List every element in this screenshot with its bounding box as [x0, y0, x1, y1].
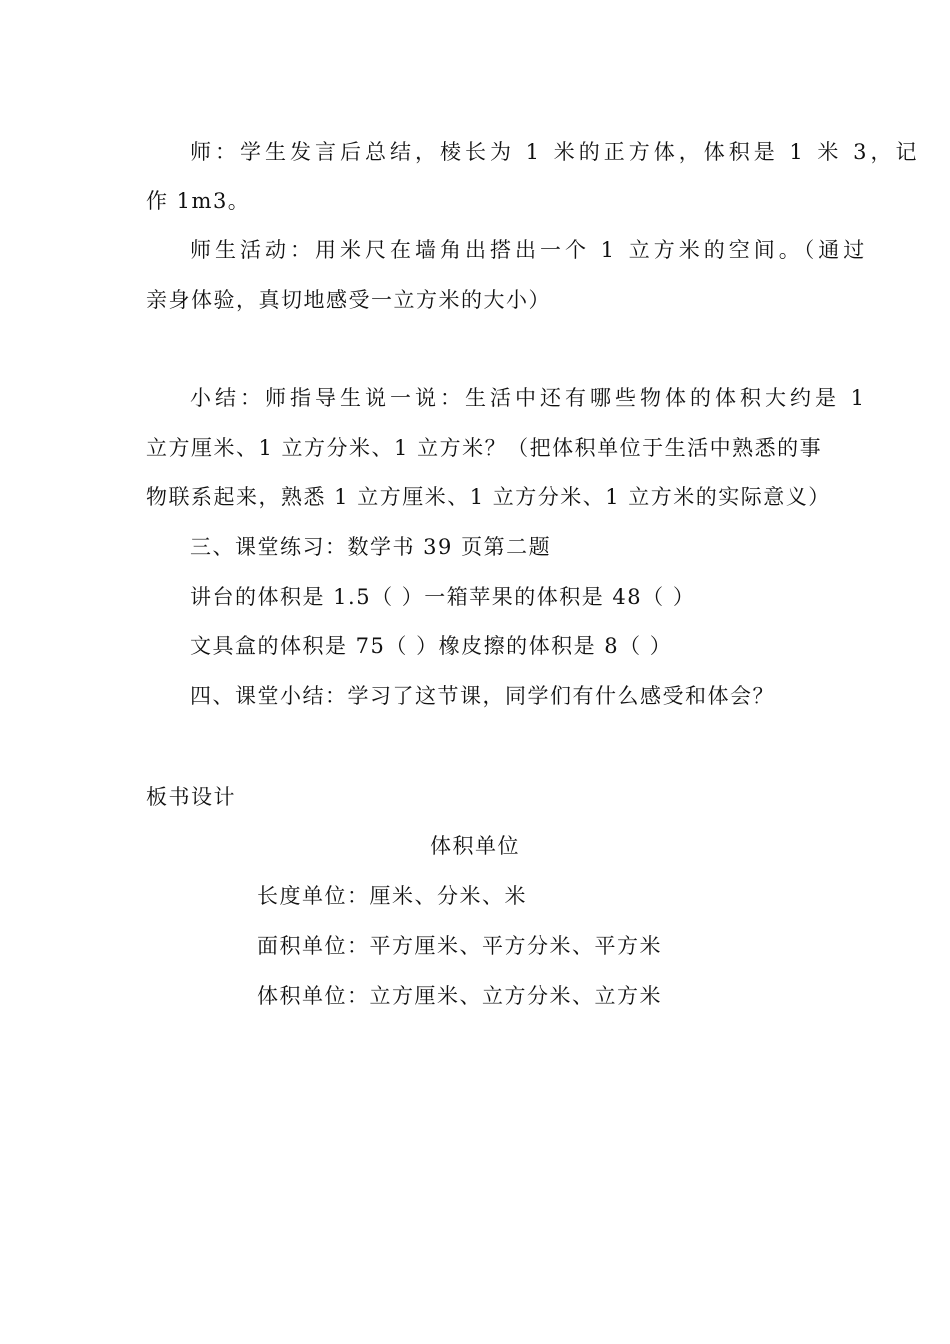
paragraph-summary-line1: 小结：师指导生说一说：生活中还有哪些物体的体积大约是 1: [190, 386, 869, 410]
board-row-area-units: 面积单位：平方厘米、平方分米、平方米: [257, 934, 662, 958]
board-title: 体积单位: [430, 834, 520, 858]
exercise-line-1: 讲台的体积是 1.5（ ）一箱苹果的体积是 48（ ）: [190, 585, 696, 609]
paragraph-activity-line2: 亲身体验，真切地感受一立方米的大小）: [146, 288, 551, 312]
paragraph-teacher-summary-line2: 作 1m3。: [146, 189, 251, 213]
exercise-line-2: 文具盒的体积是 75（ ）橡皮擦的体积是 8（ ）: [190, 634, 673, 658]
board-row-length-units: 长度单位：厘米、分米、米: [257, 884, 527, 908]
paragraph-activity-line1: 师生活动：用米尺在墙角出搭出一个 1 立方米的空间。（通过: [190, 238, 869, 262]
paragraph-summary-line3: 物联系起来，熟悉 1 立方厘米、1 立方分米、1 立方米的实际意义）: [146, 485, 831, 509]
section-classroom-summary: 四、课堂小结：学习了这节课，同学们有什么感受和体会？: [190, 684, 775, 708]
paragraph-summary-line2: 立方厘米、1 立方分米、1 立方米？（把体积单位于生活中熟悉的事: [146, 436, 823, 460]
section-classroom-practice: 三、课堂练习：数学书 39 页第二题: [190, 535, 552, 559]
board-row-volume-units: 体积单位：立方厘米、立方分米、立方米: [257, 984, 662, 1008]
board-design-heading: 板书设计: [146, 785, 236, 809]
paragraph-teacher-summary-line1: 师：学生发言后总结，棱长为 1 米的正方体，体积是 1 米 3，记: [190, 140, 921, 164]
